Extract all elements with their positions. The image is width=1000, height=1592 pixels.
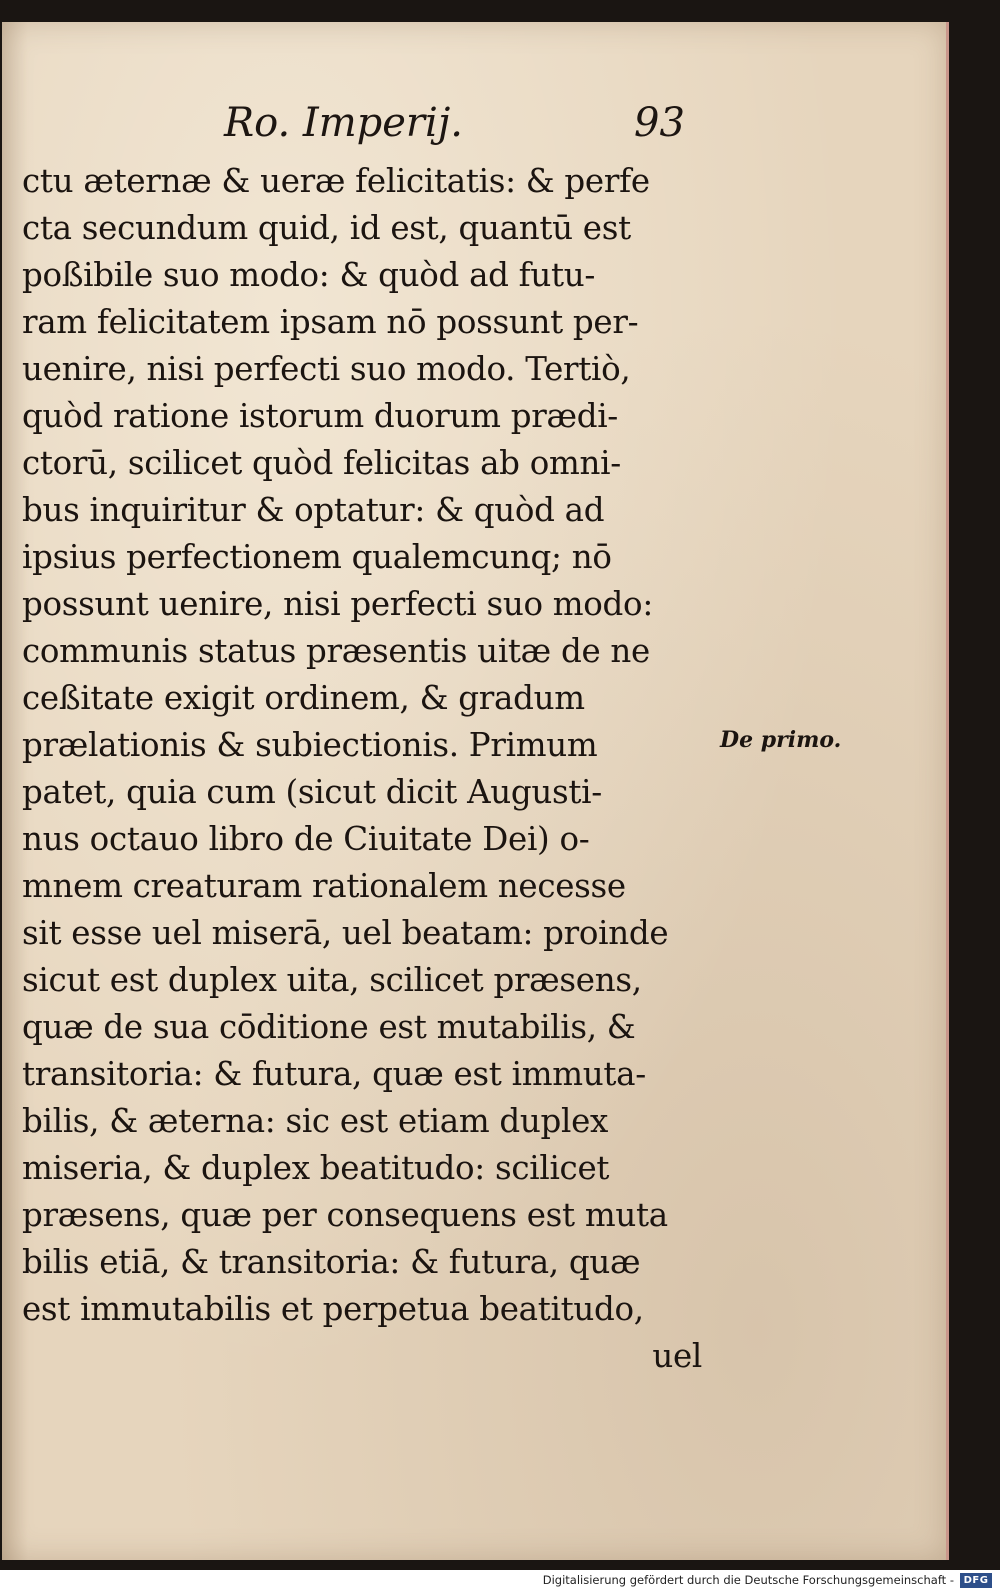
page-number: 93 (634, 100, 685, 146)
text-line: poßibile suo modo: & quòd ad futu- (22, 256, 596, 294)
running-head-title: Ro. Imperij. (224, 100, 463, 146)
text-line: patet, quia cum (sicut dicit Augusti- (22, 773, 602, 811)
text-line: cta secundum quid, id est, quantū est (22, 209, 631, 247)
catchword: uel (652, 1337, 702, 1375)
text-line: quæ de sua cōditione est mutabilis, & (22, 1008, 636, 1046)
margin-note: De primo. (720, 727, 842, 753)
text-line: ram felicitatem ipsam nō possunt per- (22, 303, 639, 341)
text-line: ctorū, scilicet quòd felicitas ab omni- (22, 444, 621, 482)
text-line: possunt uenire, nisi perfecti suo modo: (22, 585, 653, 623)
running-head (2, 100, 946, 160)
text-line: sit esse uel miserā, uel beatam: proinde (22, 914, 669, 952)
body-text (22, 158, 722, 1380)
text-line: sicut est duplex uita, scilicet præsens, (22, 961, 642, 999)
text-line: mnem creaturam rationalem necesse (22, 867, 626, 905)
text-line: quòd ratione istorum duorum prædi- (22, 397, 618, 435)
text-line: uenire, nisi perfecti suo modo. Tertiò, (22, 350, 631, 388)
text-line: communis status præsentis uitæ de ne (22, 632, 650, 670)
footer-bar (0, 1570, 1000, 1592)
text-line: nus octauo libro de Ciuitate Dei) o- (22, 820, 590, 858)
text-line: transitoria: & futura, quæ est immuta- (22, 1055, 646, 1093)
text-line: bus inquiritur & optatur: & quòd ad (22, 491, 605, 529)
text-line: est immutabilis et perpetua beatitudo, (22, 1290, 644, 1328)
funding-credit: Digitalisierung gefördert durch die Deutsche Forschungsgemeinschaft - (542, 1573, 954, 1587)
book-page (2, 22, 949, 1560)
text-line: ctu æternæ & ueræ felicitatis: & perfe (22, 162, 650, 200)
text-line: ceßitate exigit ordinem, & gradum (22, 679, 585, 717)
dfg-logo-icon: DFG (960, 1573, 992, 1588)
text-line: bilis, & æterna: sic est etiam duplex (22, 1102, 609, 1140)
text-line: præsens, quæ per consequens est muta (22, 1196, 668, 1234)
text-line: ipsius perfectionem qualemcunq; nō (22, 538, 612, 576)
text-line: bilis etiā, & transitoria: & futura, quæ (22, 1243, 641, 1281)
page-edge (946, 22, 949, 1560)
text-line: miseria, & duplex beatitudo: scilicet (22, 1149, 610, 1187)
text-line: prælationis & subiectionis. Primum (22, 726, 598, 764)
